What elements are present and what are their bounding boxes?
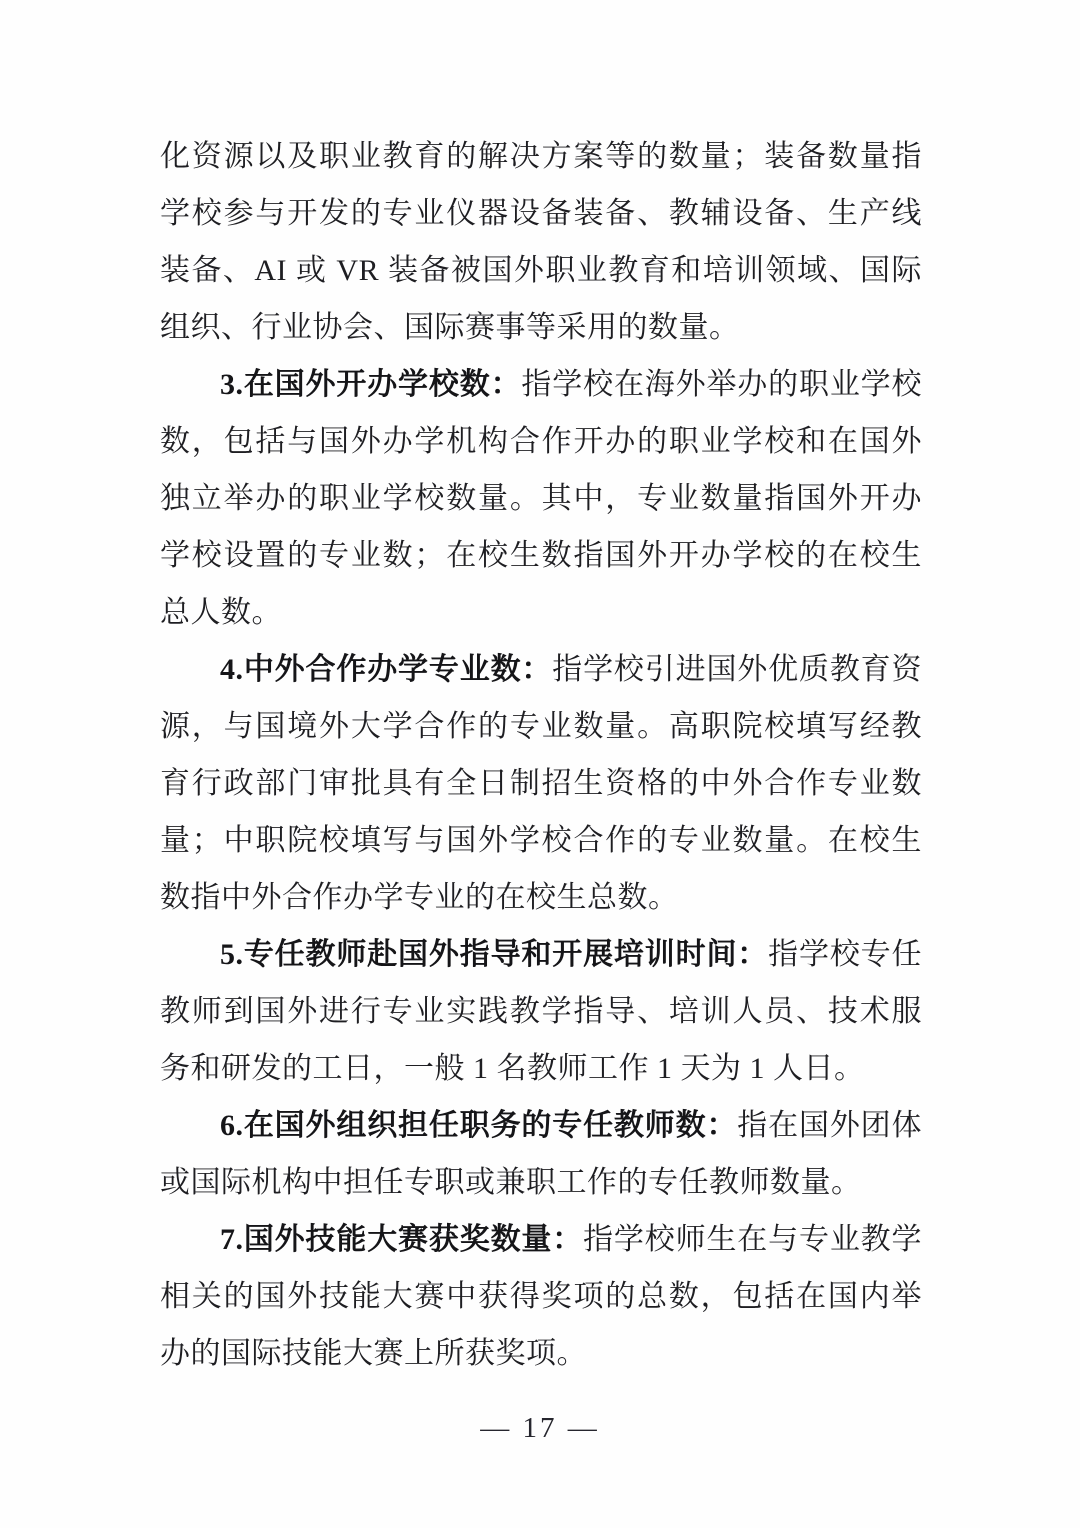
page-number: — 17 — — [480, 1412, 600, 1444]
term-definition: 指学校师生在与专业教学相关的国外技能大赛中获得奖项的总数，包括在国内举办的国际技能大赛上所获奖项。 — [160, 1223, 923, 1370]
paragraph — [160, 1211, 922, 1382]
document-body — [160, 128, 922, 1382]
term-definition: 指学校专任教师到国外进行专业实践教学指导、培训人员、技术服务和研发的工日，一般 1 名教师工作 1 天为 1 人日。 — [160, 938, 923, 1085]
paragraph — [160, 926, 922, 1097]
term-definition: 指在国外团体或国际机构中担任专职或兼职工作的专任教师数量。 — [160, 1109, 923, 1199]
term-heading: 5.专任教师赴国外指导和开展培训时间： — [220, 938, 769, 971]
page-footer — [0, 1410, 1080, 1446]
term-heading: 7.国外技能大赛获奖数量： — [220, 1223, 584, 1256]
paragraph — [160, 356, 922, 641]
term-heading: 3.在国外开办学校数： — [220, 368, 522, 401]
term-definition: 化资源以及职业教育的解决方案等的数量；装备数量指学校参与开发的专业仪器设备装备、教辅设备、生产线装备、AI 或 VR 装备被国外职业教育和培训领域、国际组织、行业协会、国际赛事等采用的数量。 — [160, 140, 922, 344]
paragraph — [160, 128, 922, 356]
paragraph — [160, 641, 922, 926]
term-heading: 4.中外合作办学专业数： — [220, 653, 553, 686]
term-definition: 指学校在海外举办的职业学校数，包括与国外办学机构合作开办的职业学校和在国外独立举办的职业学校数量。其中，专业数量指国外开办学校设置的专业数；在校生数指国外开办学校的在校生总人数。 — [160, 368, 923, 629]
term-definition: 指学校引进国外优质教育资源，与国境外大学合作的专业数量。高职院校填写经教育行政部门审批具有全日制招生资格的中外合作专业数量；中职院校填写与国外学校合作的专业数量。在校生数指中外合作办学专业的在校生总数。 — [160, 653, 922, 914]
paragraph — [160, 1097, 922, 1211]
term-heading: 6.在国外组织担任职务的专任教师数： — [220, 1109, 738, 1142]
